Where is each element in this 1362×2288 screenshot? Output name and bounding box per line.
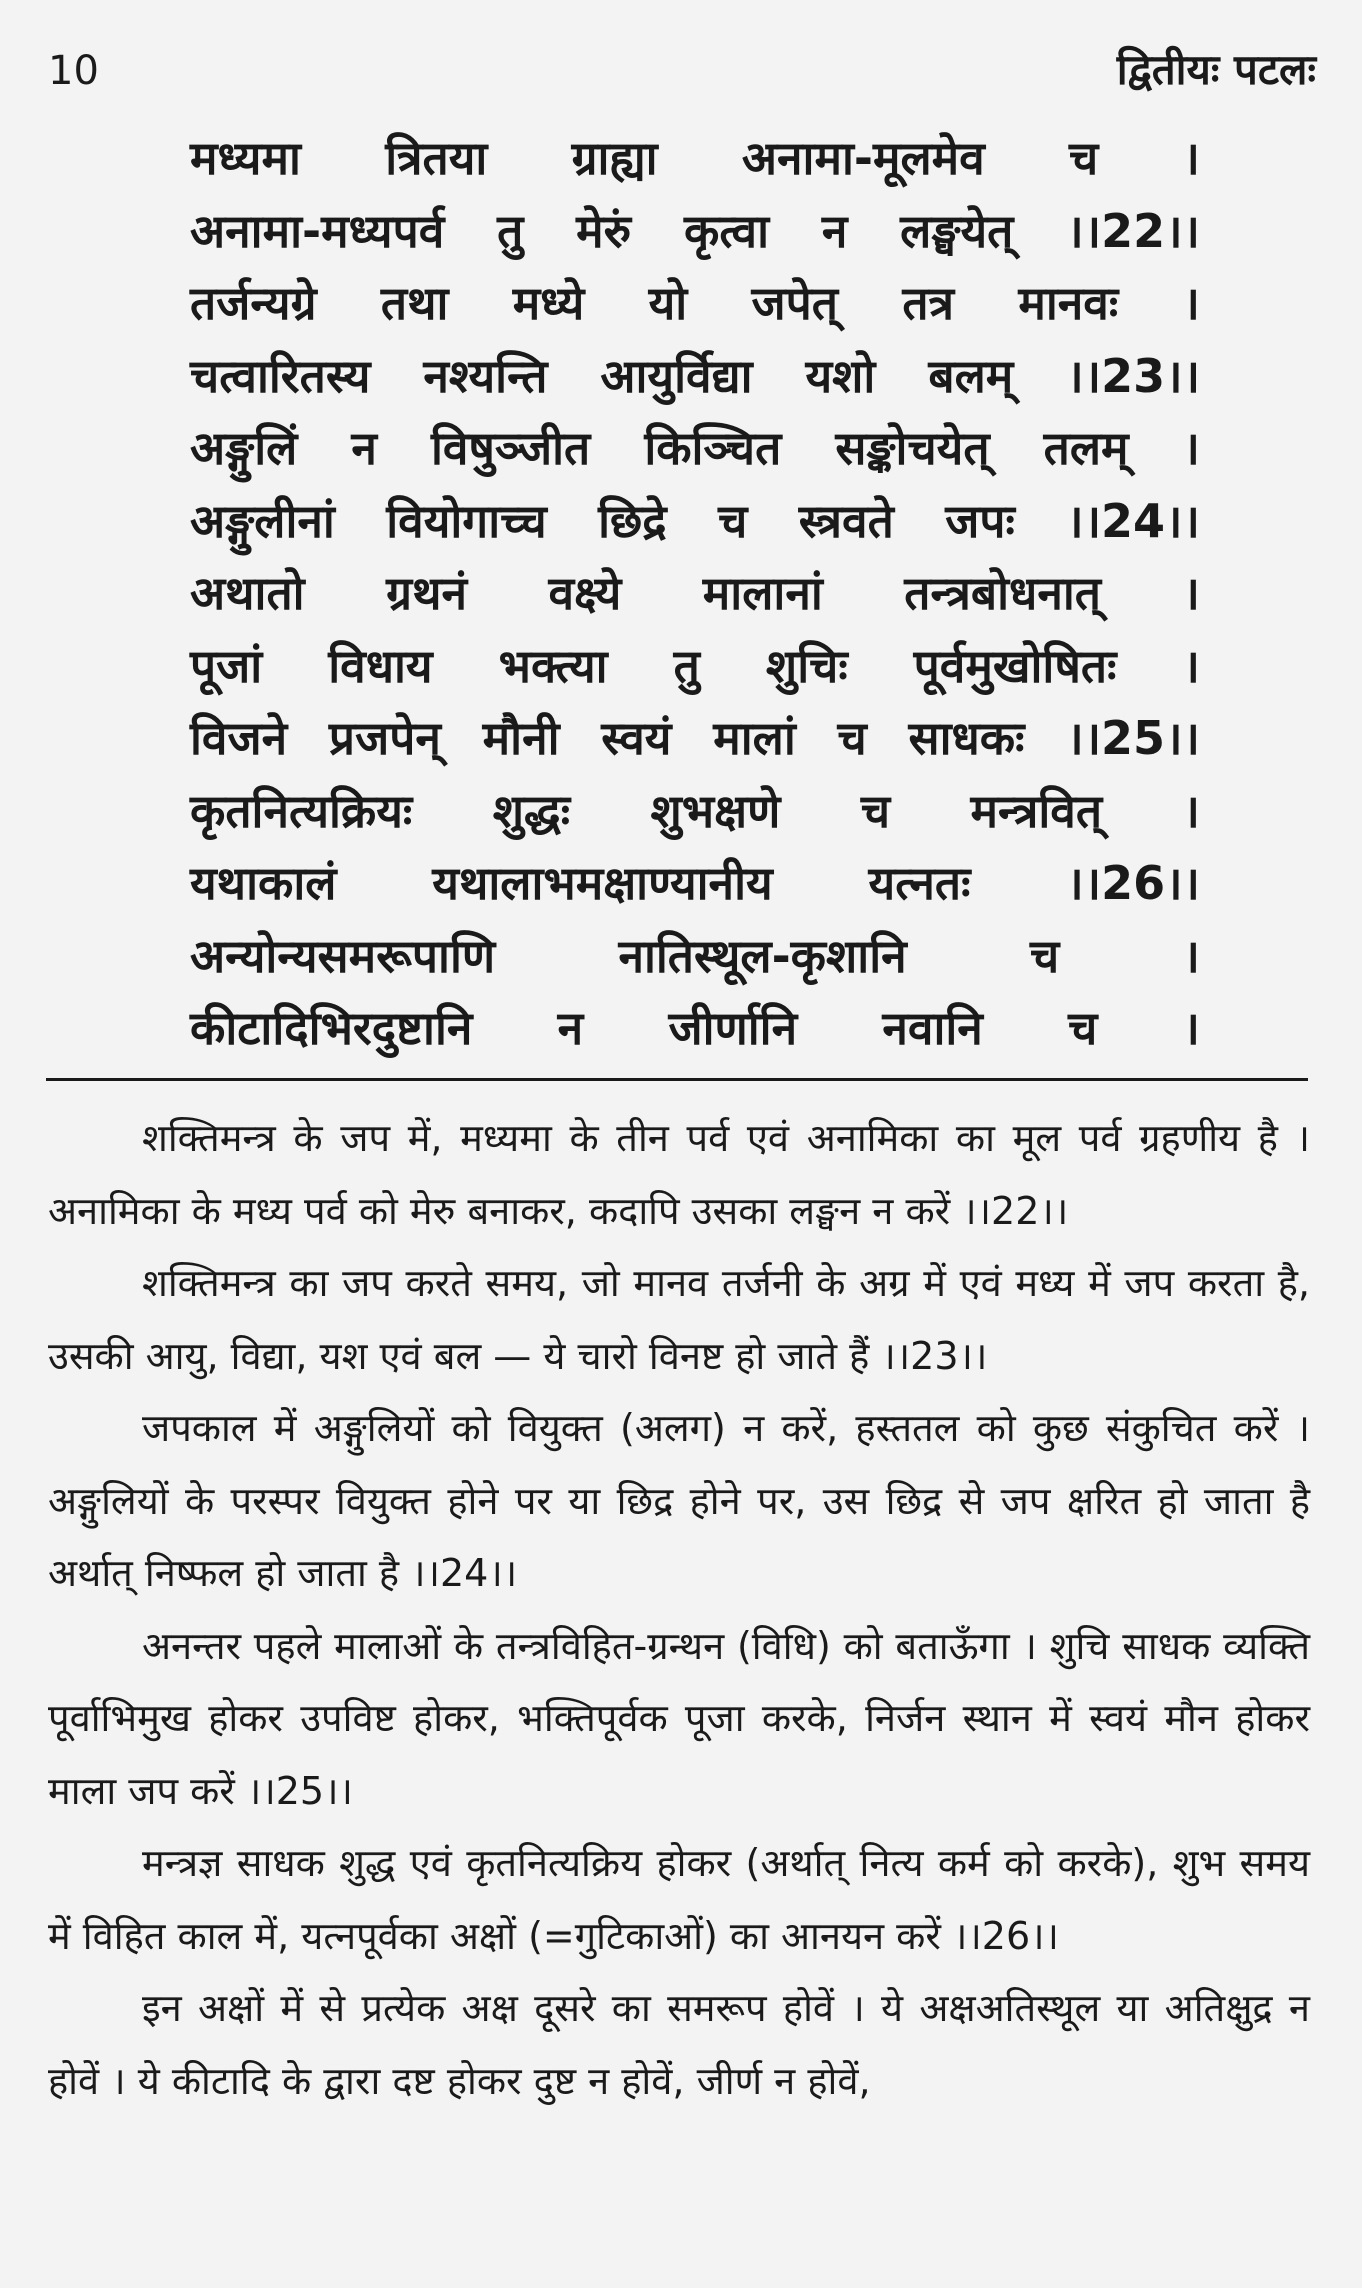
verse-word: । — [1182, 131, 1200, 185]
verse-word: च — [718, 493, 748, 548]
verse-word: ग्रथनं — [386, 566, 467, 620]
verse-word: । — [1182, 1001, 1200, 1055]
verse-word: तत्र — [902, 276, 954, 330]
verse-word: यशो — [805, 348, 876, 403]
verse-word: तु — [497, 203, 524, 258]
verse-word: विषुञ्जीत — [430, 421, 591, 475]
verse-word: मन्त्रवित् — [970, 783, 1103, 838]
verse-word: वियोगाच्च — [386, 493, 547, 548]
verse-word: यथाकालं — [190, 856, 337, 910]
verse-word: छिद्रे — [598, 493, 667, 548]
verse-word: पूर्वमुखोषितः — [913, 638, 1117, 693]
verse-word: तलम् — [1043, 421, 1129, 475]
sanskrit-verses — [190, 122, 1200, 1065]
verse-word: भक्त्या — [498, 638, 608, 693]
verse-word: कृतनित्यक्रियः — [190, 783, 413, 838]
verse-word: । — [1182, 566, 1200, 620]
chapter-title: द्वितीयः पटलः — [1116, 45, 1316, 94]
verse-line — [190, 847, 1200, 920]
verse-word: नवानि — [882, 1001, 983, 1055]
verse-word: पूजां — [190, 638, 263, 693]
verse-word: ।।22।। — [1066, 203, 1200, 258]
verse-word: च — [837, 711, 867, 765]
verse-word: कीटादिभिरदुष्टानि — [190, 1001, 473, 1055]
commentary-paragraph: इन अक्षों में से प्रत्येक अक्ष दूसरे का समरूप होवें । ये अक्षअतिस्थूल या अतिक्षुद्र न होवें । ये कीटादि के द्वारा दष्ट होकर दुष्ट न होवें, जीर्ण न होवें, — [48, 1986, 1310, 2103]
verse-word: च — [1029, 928, 1060, 983]
verse-line — [190, 992, 1200, 1065]
verse-word: यत्नतः — [868, 856, 971, 910]
verse-line — [190, 412, 1200, 485]
verse-word: अङ्गुलीनां — [190, 493, 335, 548]
verse-line — [190, 195, 1200, 268]
verse-word: ग्राह्या — [571, 131, 658, 185]
section-divider — [46, 1078, 1308, 1081]
verse-line — [190, 775, 1200, 848]
verse-word: वक्ष्ये — [548, 566, 622, 620]
verse-line — [190, 920, 1200, 993]
verse-line — [190, 340, 1200, 413]
verse-word: अनामा-मूलमेव — [741, 131, 985, 185]
verse-word: आयुर्विद्या — [600, 348, 753, 403]
verse-word: तथा — [380, 276, 449, 330]
verse-word: तु — [673, 638, 700, 693]
verse-word: नातिस्थूल-कृशानि — [618, 928, 907, 983]
commentary-paragraph: मन्त्रज्ञ साधक शुद्ध एवं कृतनित्यक्रिय होकर (अर्थात् नित्य कर्म को करके), शुभ समय में विहित काल में, यत्नपूर्वका अक्षों (=गुटिकाओं) का आनयन करें ।।26।। — [48, 1841, 1310, 1958]
verse-word: जपः — [945, 493, 1015, 548]
verse-word: साधकः — [908, 711, 1025, 765]
verse-word: स्वयं — [601, 711, 672, 765]
verse-word: नश्यन्ति — [423, 348, 548, 403]
verse-word: शुभक्षणे — [650, 783, 781, 838]
verse-word: बलम् — [928, 348, 1014, 403]
verse-word: मध्यमा — [190, 131, 301, 185]
verse-word: अङ्गुलिं — [190, 421, 298, 475]
verse-word: सङ्कोचयेत् — [835, 421, 990, 475]
verse-word: । — [1182, 928, 1200, 983]
page-number: 10 — [48, 48, 99, 94]
verse-word: च — [860, 783, 891, 838]
verse-word: किञ्चित — [644, 421, 782, 475]
verse-word: मौनी — [482, 711, 560, 765]
hindi-commentary — [48, 1102, 1310, 2117]
verse-word: विधाय — [328, 638, 433, 693]
verse-line — [190, 485, 1200, 558]
verse-word: यो — [648, 276, 688, 330]
verse-word: ।।23।। — [1066, 348, 1200, 403]
verse-word: ।।24।। — [1066, 493, 1200, 548]
verse-word: जीर्णानि — [668, 1001, 798, 1055]
verse-line — [190, 267, 1200, 340]
verse-word: । — [1182, 421, 1200, 475]
verse-word: चत्वारितस्य — [190, 348, 371, 403]
verse-line — [190, 630, 1200, 703]
commentary-paragraph: जपकाल में अङ्गुलियों को वियुक्त (अलग) न करें, हस्ततल को कुछ संकुचित करें । अङ्गुलियों के परस्पर वियुक्त होने पर या छिद्र होने पर, उस छिद्र से जप क्षरित हो जाता है अर्थात् निष्फल हो जाता है ।।24।। — [48, 1406, 1310, 1595]
verse-word: न — [351, 421, 377, 475]
verse-word: अथातो — [190, 566, 305, 620]
verse-word: तर्जन्यग्रे — [190, 276, 317, 330]
verse-word: त्रितया — [385, 131, 488, 185]
verse-word: शुद्धः — [492, 783, 571, 838]
verse-word: मालां — [713, 711, 796, 765]
verse-word: लङ्घयेत् — [900, 203, 1014, 258]
verse-word: शुचिः — [765, 638, 848, 693]
verse-word: च — [1069, 131, 1099, 185]
commentary-paragraph: शक्तिमन्त्र के जप में, मध्यमा के तीन पर्व एवं अनामिका का मूल पर्व ग्रहणीय है । अनामिका के मध्य पर्व को मेरु बनाकर, कदापि उसका लङ्घन न करें ।।22।। — [48, 1116, 1310, 1233]
commentary-paragraph: अनन्तर पहले मालाओं के तन्त्रविहित-ग्रन्थन (विधि) को बताऊँगा । शुचि साधक व्यक्ति पूर्वाभिमुख होकर उपविष्ट होकर, भक्तिपूर्वक पूजा करके, निर्जन स्थान में स्वयं मौन होकर माला जप करें ।।25।। — [48, 1623, 1310, 1813]
verse-word: मालानां — [702, 566, 823, 620]
verse-word: मानवः — [1018, 276, 1119, 330]
verse-word: कृत्वा — [684, 203, 770, 258]
verse-word: जपेत् — [751, 276, 839, 330]
verse-word: मेरुं — [576, 203, 632, 258]
verse-word: तन्त्रबोधनात् — [904, 566, 1101, 620]
verse-word: न — [821, 203, 848, 258]
verse-word: च — [1068, 1001, 1098, 1055]
verse-word: मध्ये — [512, 276, 585, 330]
verse-word: अनामा-मध्यपर्व — [190, 203, 445, 258]
verse-word: न — [557, 1001, 584, 1055]
verse-word: । — [1182, 276, 1200, 330]
page-header — [0, 40, 1362, 110]
verse-word: । — [1182, 783, 1200, 838]
verse-line — [190, 702, 1200, 775]
verse-word: ।।25।। — [1066, 711, 1200, 765]
verse-line — [190, 557, 1200, 630]
verse-word: प्रजपेन् — [328, 711, 441, 765]
verse-word: । — [1182, 638, 1200, 693]
verse-word: ।।26।। — [1066, 856, 1200, 910]
verse-word: यथालाभमक्षाण्यानीय — [432, 856, 773, 910]
verse-line — [190, 122, 1200, 195]
verse-word: स्त्रवते — [798, 493, 894, 548]
commentary-paragraph: शक्तिमन्त्र का जप करते समय, जो मानव तर्जनी के अग्र में एवं मध्य में जप करता है, उसकी आयु, विद्या, यश एवं बल — ये चारो विनष्ट हो जाते हैं ।।23।। — [48, 1261, 1310, 1378]
verse-word: विजने — [190, 711, 288, 765]
verse-word: अन्योन्यसमरूपाणि — [190, 928, 496, 983]
